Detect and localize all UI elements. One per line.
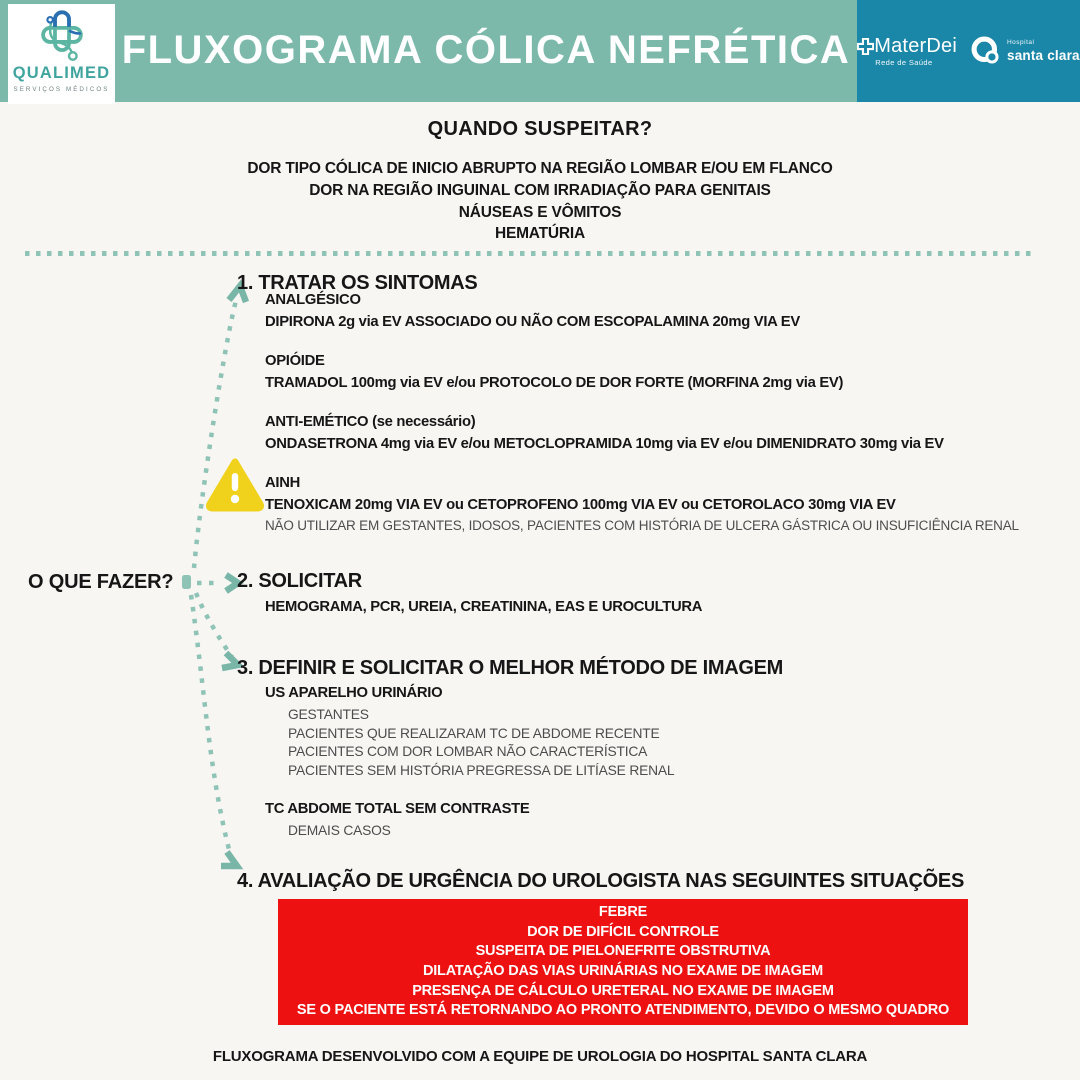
list-item: GESTANTES bbox=[288, 707, 369, 722]
symptom-line: DOR TIPO CÓLICA DE INICIO ABRUPTO NA REGIÃO LOMBAR E/OU EM FLANCO bbox=[247, 160, 833, 177]
step-3-content bbox=[265, 682, 674, 859]
santaclara-name: santa clara bbox=[1006, 47, 1080, 63]
alert-item: DILATAÇÃO DAS VIAS URINÁRIAS NO EXAME DE IMAGEM bbox=[422, 963, 824, 979]
drug-group-detail: ONDASETRONA 4mg via EV e/ou METOCLOPRAMIDA 10mg via EV e/ou DIMENIDRATO 30mg via EV bbox=[265, 436, 944, 452]
warning-icon bbox=[205, 456, 265, 512]
alert-item: DOR DE DIFÍCIL CONTROLE bbox=[527, 923, 719, 940]
drug-group-antiemetico bbox=[265, 411, 1019, 455]
materdei-logo bbox=[857, 36, 957, 67]
drug-group-title: ANTI-EMÉTICO (se necessário) bbox=[265, 414, 476, 430]
drug-group-detail: DIPIRONA 2g via EV ASSOCIADO OU NÃO COM ESCOPALAMINA 20mg VIA EV bbox=[265, 314, 800, 330]
drug-group-opioide bbox=[265, 350, 1019, 394]
materdei-tagline: Rede de Saúde bbox=[875, 57, 933, 67]
partner-logos-box bbox=[857, 0, 1080, 102]
qualimed-cross-stethoscope-icon bbox=[35, 9, 89, 63]
left-question-label: O QUE FAZER? bbox=[28, 571, 174, 593]
list-item: PACIENTES SEM HISTÓRIA PREGRESSA DE LITÍASE RENAL bbox=[288, 762, 675, 778]
step-2-detail: HEMOGRAMA, PCR, UREIA, CREATININA, EAS E UROCULTURA bbox=[265, 599, 703, 615]
drug-group-analgesico bbox=[265, 289, 1019, 333]
imaging-option-items bbox=[288, 822, 674, 841]
step-1-content bbox=[265, 289, 1019, 552]
step-4-heading: 4. AVALIAÇÃO DE URGÊNCIA DO UROLOGISTA NAS SEGUINTES SITUAÇÕES bbox=[237, 870, 965, 892]
materdei-cross-icon bbox=[857, 38, 874, 55]
step-2-heading: 2. SOLICITAR bbox=[237, 570, 362, 592]
drug-group-title: ANALGÉSICO bbox=[265, 292, 361, 308]
imaging-option-items bbox=[288, 706, 674, 780]
alert-item: PRESENÇA DE CÁLCULO URETERAL NO EXAME DE IMAGEM bbox=[412, 982, 834, 999]
alert-item: FEBRE bbox=[598, 904, 648, 921]
santaclara-top-label: Hospital bbox=[1006, 39, 1035, 46]
qualimed-wordmark: QUALIMED bbox=[12, 64, 111, 82]
drug-group-detail: TRAMADOL 100mg via EV e/ou PROTOCOLO DE DOR FORTE (MORFINA 2mg via EV) bbox=[265, 375, 844, 391]
warning-note: NÃO UTILIZAR EM GESTANTES, IDOSOS, PACIENTES COM HISTÓRIA DE ULCERA GÁSTRICA OU INSUFICIÊNCIA RENAL bbox=[265, 518, 1019, 533]
alert-item: SE O PACIENTE ESTÁ RETORNANDO AO PRONTO ATENDIMENTO, DEVIDO O MESMO QUADRO bbox=[296, 1002, 950, 1019]
suspect-section-title: QUANDO SUSPEITAR? bbox=[427, 118, 653, 140]
alert-item: SUSPEITA DE PIELONEFRITE OBSTRUTIVA bbox=[475, 943, 771, 960]
list-item: DEMAIS CASOS bbox=[288, 823, 391, 838]
list-item: PACIENTES QUE REALIZARAM TC DE ABDOME RECENTE bbox=[288, 725, 660, 741]
footer-note: FLUXOGRAMA DESENVOLVIDO COM A EQUIPE DE UROLOGIA DO HOSPITAL SANTA CLARA bbox=[212, 1048, 868, 1065]
step-1-heading: 1. TRATAR OS SINTOMAS bbox=[237, 272, 478, 294]
step-3-heading: 3. DEFINIR E SOLICITAR O MELHOR MÉTODO DE IMAGEM bbox=[237, 657, 783, 679]
list-item: PACIENTES COM DOR LOMBAR NÃO CARACTERÍSTICA bbox=[288, 744, 648, 759]
materdei-name: MaterDei bbox=[874, 34, 957, 57]
qualimed-logo bbox=[8, 4, 115, 104]
qualimed-tagline: SERVIÇOS MÉDICOS bbox=[13, 85, 110, 93]
page-title: FLUXOGRAMA CÓLICA NEFRÉTICA bbox=[121, 28, 851, 72]
drug-group-title: OPIÓIDE bbox=[265, 353, 325, 369]
symptom-line: HEMATÚRIA bbox=[494, 225, 586, 243]
santaclara-circle-icon bbox=[969, 34, 1003, 68]
urgent-situations-alert-box bbox=[278, 899, 968, 1025]
imaging-option-title: US APARELHO URINÁRIO bbox=[265, 685, 443, 701]
symptom-line: NÁUSEAS E VÔMITOS bbox=[458, 203, 622, 221]
santaclara-logo bbox=[969, 34, 1080, 68]
symptom-list bbox=[0, 158, 1080, 245]
drug-group-ainh bbox=[265, 472, 1019, 535]
symptom-line: DOR NA REGIÃO INGUINAL COM IRRADIAÇÃO PARA GENITAIS bbox=[309, 181, 771, 199]
drug-group-detail: TENOXICAM 20mg VIA EV ou CETOPROFENO 100mg VIA EV ou CETOROLACO 30mg VIA EV bbox=[265, 497, 896, 513]
drug-group-title: AINH bbox=[265, 475, 300, 491]
imaging-option-title: TC ABDOME TOTAL SEM CONTRASTE bbox=[265, 801, 530, 817]
dotted-divider bbox=[25, 251, 1037, 256]
